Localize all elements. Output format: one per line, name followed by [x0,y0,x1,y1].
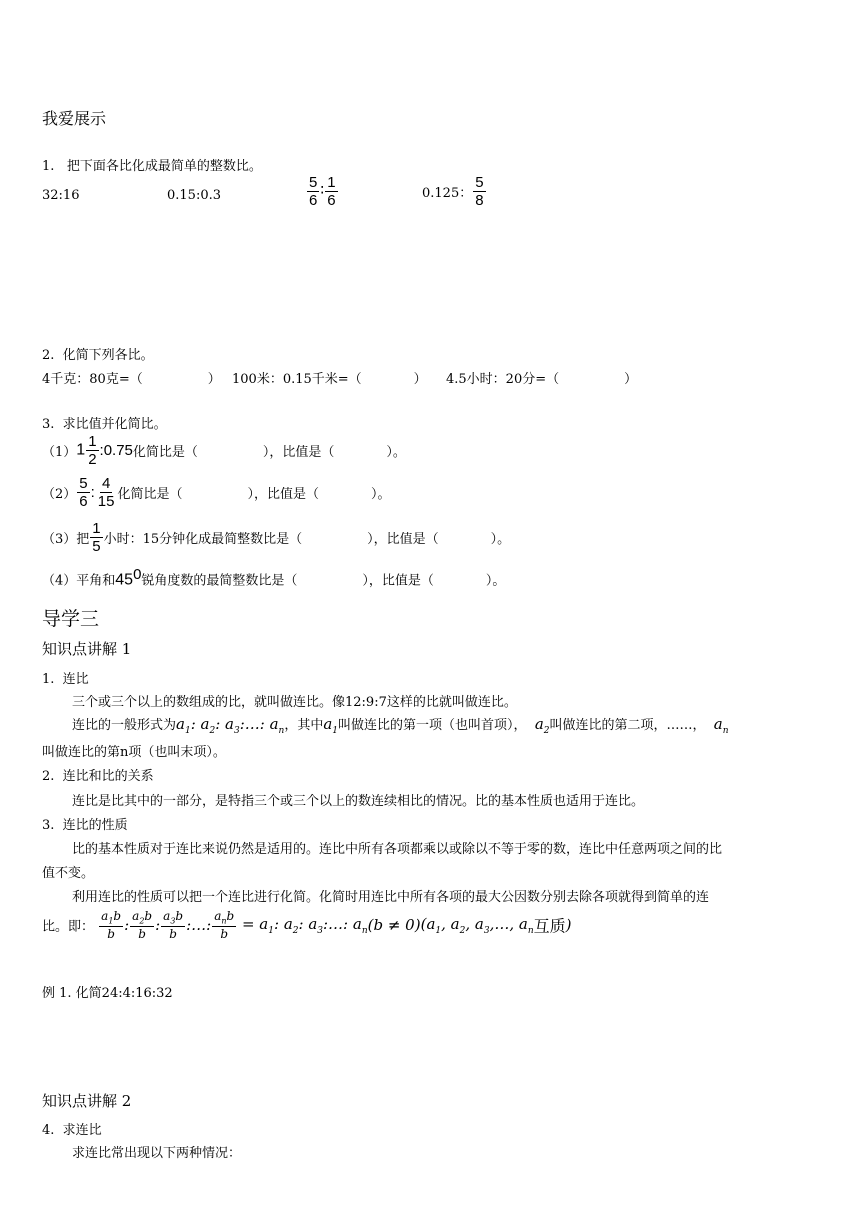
q2-item-c: 4.5小时：20分=（ ） [446,372,638,387]
point-4-title: 4. 求连比 [42,1123,102,1138]
section-title-guide: 导学三 [42,608,100,630]
question-number: 1. [42,159,55,174]
example-1: 例 1. 化简24:4:16:32 [42,986,173,1001]
section-title-show: 我爱展示 [42,109,107,128]
q3-item-3: （3）把 $\frac{1}{5}$ 小时：15分钟化成最简整数比是（ ），比值是（ ）。 [42,520,511,555]
point-1-text: 三个或三个以上的数组成的比，就叫做连比。像12:9:7这样的比就叫做连比。 [72,695,517,710]
fraction: $\frac{5}{6}$ [309,174,318,209]
point-1-title: 1. 连比 [42,672,89,687]
question-3: 3. 求比值并化简比。 [42,417,167,432]
question-1 [42,155,262,174]
q3-item-2: （2） $\frac{5}{6}$ : $\frac{4}{15}$ 化简比是（ ），比值是（ ）。 [42,475,391,510]
q2-item-b: 100米：0.15千米=（ ） [232,372,427,387]
fraction: $\frac{5}{6}$ [79,475,88,510]
fraction: $\frac{1}{5}$ [92,520,101,555]
point-1-general-form: 连比的一般形式为$a_1$: $a_2$: $a_3:\dots$: $a_n$，其中$a_1$叫做连比的第一项（也叫首项）， $a_2$叫做连比的第二项，……， $a_n$ [72,715,729,736]
ratio-item-3: $\frac{5}{6}$ ∶ $\frac{1}{6}$ [309,174,336,209]
fraction: $\frac{1}{6}$ [327,174,336,209]
point-1-general-end: 叫做连比的第n项（也叫末项）。 [42,745,226,760]
q2-item-a: 4千克：80克=（ ） [42,372,221,387]
question-text: 把下面各比化成最简单的整数比。 [66,159,262,174]
point-3-formula: 比。即： $\frac{a_1b}{b}$ : $\frac{a_2b}{b}$ : $\frac{a_3b}{b}$ :…: $\frac{a_nb}{b}$ = $a_1$: $a_2$: $a_3:\dots$: $a_n(b \ne 0)(a_1$, $a_2$, $a_3,\dots$, $a_n$互质) [42,909,572,942]
point-3-text-2: 值不变。 [42,866,95,881]
ratio-item-4: 0.125： $\frac{5}{8}$ [422,174,484,209]
point-3-text-3: 利用连比的性质可以把一个连比进行化简。化简时用连比中所有各项的最大公因数分别去除各项就得到简单的连 [72,890,710,905]
q3-item-4: （4）平角和$45^0$锐角度数的最简整数比是（ ），比值是（ ）。 [42,566,506,589]
point-3-title: 3. 连比的性质 [42,818,128,833]
point-4-text: 求连比常出现以下两种情况： [72,1146,242,1161]
knowledge-point-1: 知识点讲解 1 [42,640,132,658]
fraction: $\frac{4}{15}$ [97,475,115,510]
question-2: 2. 化简下列各比。 [42,348,154,363]
ratio-item-2: 0.15:0.3 [167,188,221,203]
point-3-text-1: 比的基本性质对于连比来说仍然是适用的。连比中所有各项都乘以或除以不等于零的数，连比中任意两项之间的比 [72,842,723,857]
fraction: $\frac{5}{8}$ [475,174,484,209]
ratio-item-1: 32:16 [42,188,80,203]
knowledge-point-2: 知识点讲解 2 [42,1092,132,1110]
point-2-text: 连比是比其中的一部分，是特指三个或三个以上的数连续相比的情况。比的基本性质也适用于连比。 [72,794,645,809]
point-2-title: 2. 连比和比的关系 [42,769,154,784]
fraction: $\frac{1}{2}$ [88,433,97,468]
q3-item-1: （1）1 $\frac{1}{2}$ :0.75化简比是（ ），比值是（ ）。 [42,433,406,468]
